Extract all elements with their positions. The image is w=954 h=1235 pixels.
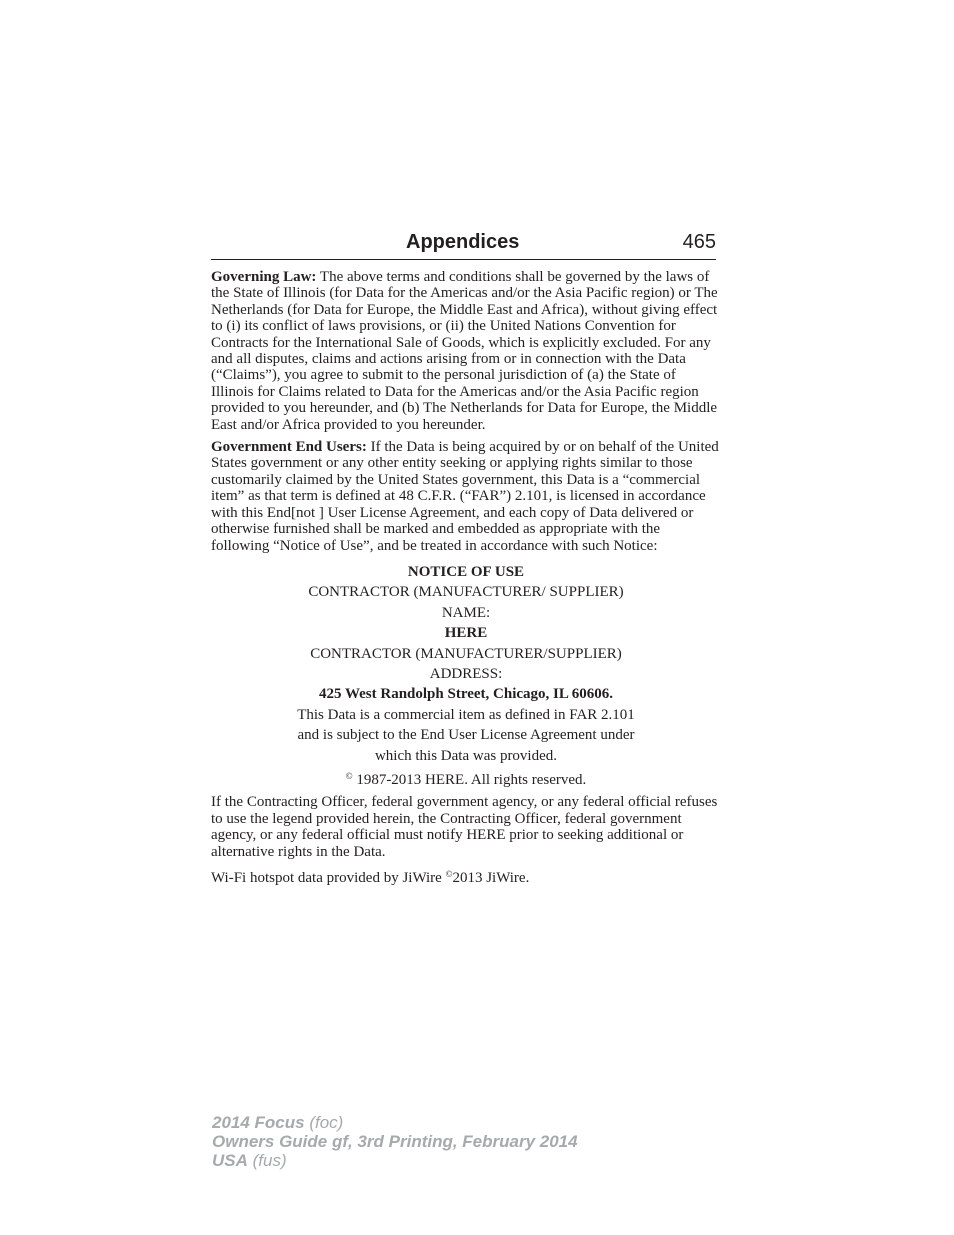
government-end-users-paragraph <box>211 439 721 554</box>
notice-line: and is subject to the End User License Agreement under <box>297 727 635 744</box>
notice-name: HERE <box>444 625 488 642</box>
page-number: 465 <box>682 231 716 253</box>
copyright-text: 1987-2013 HERE. All rights reserved. <box>352 771 587 788</box>
wifi-paragraph <box>211 866 721 886</box>
footer-guide: Owners Guide gf, 3rd Printing, February 2014 <box>212 1132 578 1151</box>
wifi-copyright-symbol: © <box>445 869 453 879</box>
notice-line: NAME: <box>441 604 491 621</box>
notice-line: This Data is a commercial item as defined in FAR 2.101 <box>297 706 635 723</box>
section-title: Appendices <box>406 231 520 253</box>
footer-region-code: (fus) <box>247 1151 287 1170</box>
notice-line: ADDRESS: <box>429 665 503 682</box>
notice-address: 425 West Randolph Street, Chicago, IL 60606. <box>318 686 614 703</box>
copyright-symbol: © <box>345 770 353 781</box>
footer-model-line <box>212 1113 578 1132</box>
notice-line: which this Data was provided. <box>374 747 558 764</box>
governing-law-paragraph <box>211 269 721 433</box>
contracting-officer-paragraph: If the Contracting Officer, federal government agency, or any federal official refuses to use the legend provided herein, the Contracting Officer, federal government agency, or any federal official must notify HERE prior to seeking additional or alternative rights in the Data. <box>211 794 718 860</box>
wifi-text: Wi-Fi hotspot data provided by JiWire <box>211 870 446 886</box>
footer-region: USA <box>212 1151 248 1170</box>
footer-region-line <box>212 1151 578 1170</box>
government-end-users-text: If the Data is being acquired by or on behalf of the United States government or any other entity seeking or applying rights similar to those customarily claimed by the United States government, this Data is a “commercial item” as that term is defined at 48 C.F.R. (“FAR”) 2.101, is licensed in accordance with this End[not ] User License Agreement, and each copy of Data delivered or otherwise furnished shall be marked and embedded as appropriate with the following “Notice of Use”, and be treated in accordance with such Notice: <box>211 439 719 554</box>
footer-model-code: (foc) <box>304 1113 344 1132</box>
government-end-users-heading: Government End Users: <box>211 439 367 456</box>
page-header <box>211 229 716 260</box>
wifi-text-end: 2013 JiWire. <box>452 870 530 886</box>
governing-law-heading: Governing Law: <box>211 269 317 285</box>
governing-law-text: The above terms and conditions shall be governed by the laws of the State of Illinois (for Data for the Americas and/or the Asia Pacific region) or The Netherlands (for Data for Europe, the Middle East and Africa), without giving effect to (i) its conflict of laws provisions, or (ii) the United Nations Convention for Contracts for the International Sale of Goods, which is explicitly excluded. For any and all disputes, claims and actions arising from or in connection with the Data (“Claims”), you agree to submit to the personal jurisdiction of (a) the State of Illinois for Claims related to Data for the Americas and/or the Asia Pacific region provided to you hereunder, and (b) The Netherlands for Data for Europe, the Middle East and/or Africa provided to you hereunder. <box>211 269 718 433</box>
notice-line: CONTRACTOR (MANUFACTURER/ SUPPLIER) <box>308 584 624 601</box>
notice-line: CONTRACTOR (MANUFACTURER/SUPPLIER) <box>310 645 622 662</box>
footer-model: 2014 Focus <box>212 1113 305 1132</box>
page-footer <box>212 1113 578 1170</box>
notice-of-use-block <box>211 562 721 790</box>
notice-title: NOTICE OF USE <box>407 563 525 580</box>
notice-copyright <box>211 766 721 790</box>
page-content <box>211 269 721 892</box>
